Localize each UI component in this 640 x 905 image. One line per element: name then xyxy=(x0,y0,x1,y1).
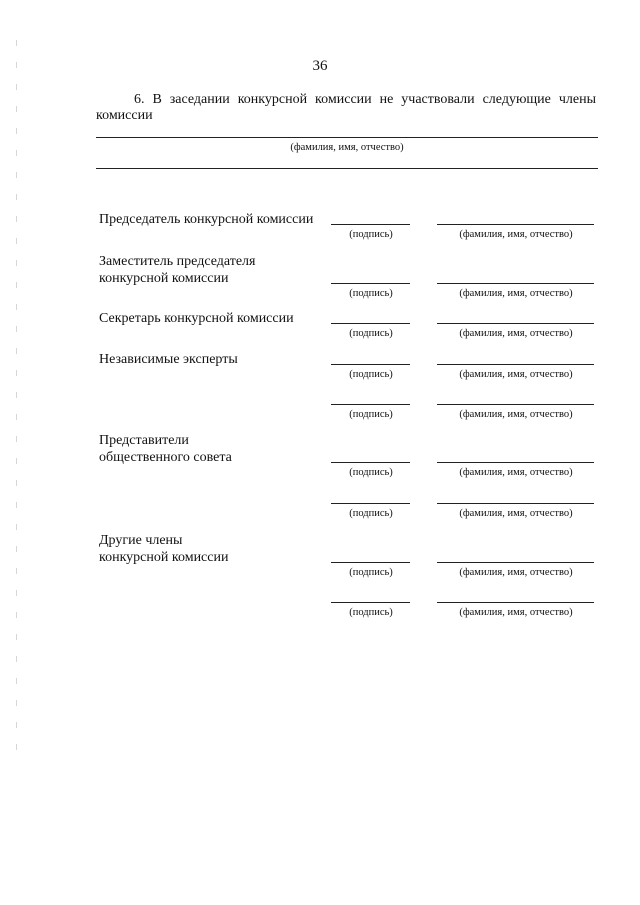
role-chairman: Председатель конкурсной комиссии xyxy=(99,212,314,227)
council1-name-caption: (фамилия, имя, отчество) xyxy=(459,467,573,478)
role-deputy-line1: Заместитель председателя xyxy=(99,254,256,269)
absent-members-text: 6. В заседании конкурсной комиссии не участвовали следующие члены комиссии xyxy=(96,92,596,123)
council2-name-line[interactable] xyxy=(437,503,594,504)
role-council-line2: общественного совета xyxy=(99,450,232,465)
council1-name-line[interactable] xyxy=(437,462,594,463)
deputy-name-caption: (фамилия, имя, отчество) xyxy=(459,288,573,299)
secretary-name-caption: (фамилия, имя, отчество) xyxy=(459,328,573,339)
council1-signature-line[interactable] xyxy=(331,462,410,463)
chairman-signature-line[interactable] xyxy=(331,224,410,225)
secretary-signature-caption: (подпись) xyxy=(349,328,393,339)
expert1-name-line[interactable] xyxy=(437,364,594,365)
scan-edge-artifact xyxy=(16,40,17,760)
expert2-signature-caption: (подпись) xyxy=(349,409,393,420)
others2-name-line[interactable] xyxy=(437,602,594,603)
role-deputy-line2: конкурсной комиссии xyxy=(99,271,229,286)
expert2-name-line[interactable] xyxy=(437,404,594,405)
expert2-name-caption: (фамилия, имя, отчество) xyxy=(459,409,573,420)
role-council-line1: Представители xyxy=(99,433,189,448)
others1-name-line[interactable] xyxy=(437,562,594,563)
absent-name-line[interactable] xyxy=(96,137,598,138)
chairman-name-line[interactable] xyxy=(437,224,594,225)
secretary-signature-line[interactable] xyxy=(331,323,410,324)
absent-name-line-2[interactable] xyxy=(96,168,598,169)
page-number: 36 xyxy=(312,58,328,74)
others2-name-caption: (фамилия, имя, отчество) xyxy=(459,607,573,618)
expert1-signature-caption: (подпись) xyxy=(349,369,393,380)
others1-name-caption: (фамилия, имя, отчество) xyxy=(459,567,573,578)
others1-signature-caption: (подпись) xyxy=(349,567,393,578)
role-secretary: Секретарь конкурсной комиссии xyxy=(99,311,294,326)
deputy-name-line[interactable] xyxy=(437,283,594,284)
council1-signature-caption: (подпись) xyxy=(349,467,393,478)
council2-signature-line[interactable] xyxy=(331,503,410,504)
expert2-signature-line[interactable] xyxy=(331,404,410,405)
others1-signature-line[interactable] xyxy=(331,562,410,563)
deputy-signature-line[interactable] xyxy=(331,283,410,284)
role-others-line1: Другие члены xyxy=(99,533,183,548)
chairman-name-caption: (фамилия, имя, отчество) xyxy=(459,229,573,240)
absent-members-paragraph xyxy=(96,92,596,124)
others2-signature-line[interactable] xyxy=(331,602,410,603)
council2-signature-caption: (подпись) xyxy=(349,508,393,519)
expert1-signature-line[interactable] xyxy=(331,364,410,365)
chairman-signature-caption: (подпись) xyxy=(349,229,393,240)
role-experts: Независимые эксперты xyxy=(99,352,238,367)
secretary-name-line[interactable] xyxy=(437,323,594,324)
absent-name-caption: (фамилия, имя, отчество) xyxy=(290,142,404,153)
role-others-line2: конкурсной комиссии xyxy=(99,550,229,565)
deputy-signature-caption: (подпись) xyxy=(349,288,393,299)
council2-name-caption: (фамилия, имя, отчество) xyxy=(459,508,573,519)
expert1-name-caption: (фамилия, имя, отчество) xyxy=(459,369,573,380)
others2-signature-caption: (подпись) xyxy=(349,607,393,618)
